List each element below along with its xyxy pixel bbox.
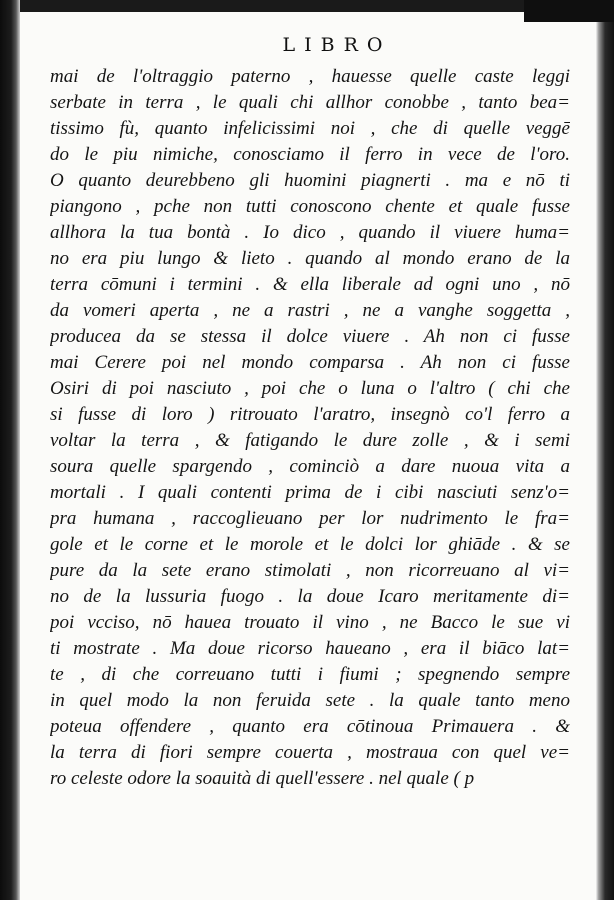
text-line: te , di che correuano tutti i fiumi ; spegnendo sempre	[50, 664, 570, 685]
text-line: mortali . I quali contenti prima de i cibi nasciuti senz'o=	[50, 482, 570, 503]
text-line: da vomeri aperta , ne a rastri , ne a vanghe soggetta ,	[50, 300, 570, 321]
text-line: soura quelle spargendo , cominciò a dare nuoua vita a	[50, 456, 570, 477]
text-line: O quanto deurebbeno gli huomini piagnerti . ma e nō ti	[50, 170, 570, 191]
text-line: piangono , pche non tutti conoscono chente et quale fusse	[50, 196, 570, 217]
text-line: si fusse di loro ) ritrouato l'aratro, insegnò co'l ferro a	[50, 404, 570, 425]
text-line: do le piu nimiche, conosciamo il ferro in vece de l'oro.	[50, 144, 570, 165]
running-header: LIBRO	[282, 34, 392, 56]
text-line: ti mostrate . Ma doue ricorso haueano , era il biāco lat=	[50, 638, 570, 659]
text-line: mai Cerere poi nel mondo comparsa . Ah non ci fusse	[50, 352, 570, 373]
text-line: voltar la terra , & fatigando le dure zolle , & i semi	[50, 430, 570, 451]
text-line: tissimo fù, quanto infelicissimi noi , che di quelle veggē	[50, 118, 570, 139]
text-line: pure da la sete erano stimolati , non ricorreuano al vi=	[50, 560, 570, 581]
body-text	[50, 64, 570, 792]
book-right-edge	[596, 0, 614, 900]
text-line: mai de l'oltraggio paterno , hauesse quelle caste leggi	[50, 66, 570, 87]
text-line: producea da se stessa il dolce viuere . Ah non ci fusse	[50, 326, 570, 347]
scan-top-edge	[0, 0, 614, 12]
text-line: pra humana , raccoglieuano per lor nudrimento le fra=	[50, 508, 570, 529]
text-line: no de la lussuria fuogo . la doue Icaro meritamente di=	[50, 586, 570, 607]
text-line: ro celeste odore la soauità di quell'essere . nel quale ( p	[50, 768, 475, 789]
text-line: poteua offendere , quanto era cōtinoua Primauera . &	[50, 716, 570, 737]
text-line: serbate in terra , le quali chi allhor conobbe , tanto bea=	[50, 92, 570, 113]
text-line: gole et le corne et le morole et le dolci lor ghiāde . & se	[50, 534, 570, 555]
text-line: la terra di fiori sempre couerta , mostraua con quel ve=	[50, 742, 570, 763]
text-line: allhora la tua bontà . Io dico , quando il viuere huma=	[50, 222, 570, 243]
text-line: terra cōmuni i termini . & ella liberale ad ogni uno , nō	[50, 274, 570, 295]
book-gutter-shadow	[0, 0, 20, 900]
text-line: in quel modo la non feruida sete . la quale tanto meno	[50, 690, 570, 711]
scan-corner-shadow	[524, 0, 614, 22]
text-line: no era piu lungo & lieto . quando al mondo erano de la	[50, 248, 570, 269]
text-line: Osiri di poi nasciuto , poi che o luna o l'altro ( chi che	[50, 378, 570, 399]
text-line: poi vcciso, nō hauea trouato il vino , ne Bacco le sue vi	[50, 612, 570, 633]
